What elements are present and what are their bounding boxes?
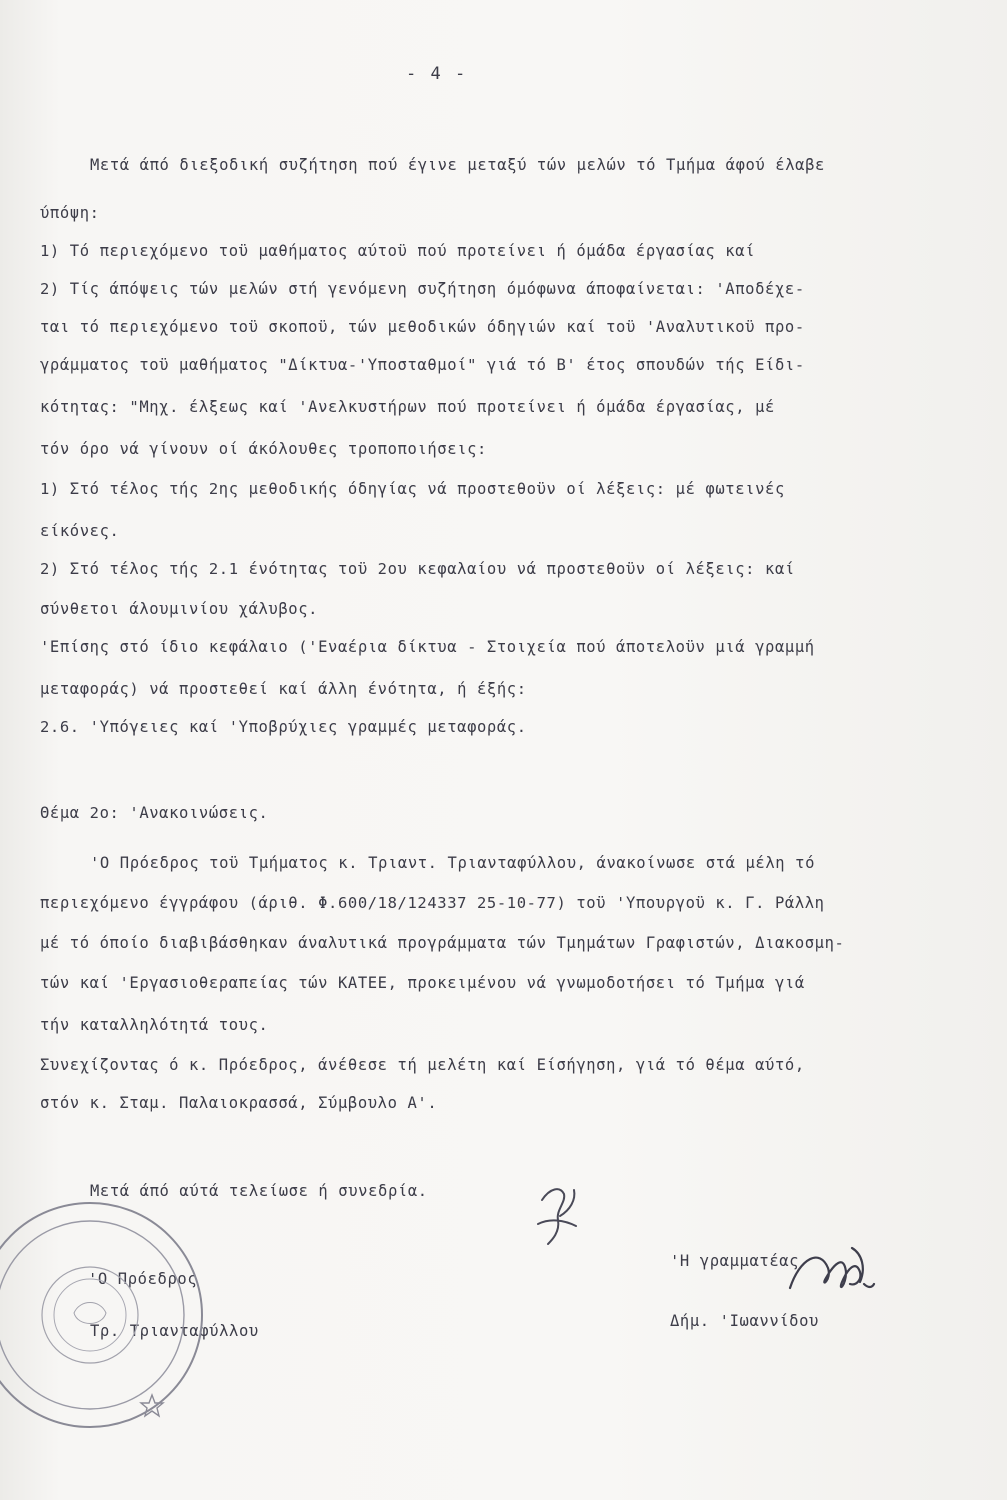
official-seal-icon [0, 1195, 210, 1435]
text-line: μέ τό όποίο διαβιβάσθηκαν άναλυτικά προγράμματα τών Τμημάτων Γραφιστών, Διακοσμη- [40, 934, 845, 952]
page-number: - 4 - [406, 64, 468, 84]
text-line: ται τό περιεχόμενο τοϋ σκοποϋ, τών μεθοδικών όδηγιών καί τοϋ 'Αναλυτικοϋ προ- [40, 318, 805, 336]
text-line: ύπόψη: [40, 204, 100, 222]
text-line: 1) Στό τέλος τής 2ης μεθοδικής όδηγίας νά προστεθοϋν οί λέξεις: μέ φωτεινές [40, 480, 785, 498]
text-line: είκόνες. [40, 522, 120, 540]
text-line: Μετά άπό διεξοδική συζήτηση πού έγινε μεταξύ τών μελών τό Τμήμα άφού έλαβε [90, 156, 825, 174]
signature-name-right: Δήμ. 'Ιωαννίδου [670, 1312, 819, 1330]
text-line: μεταφοράς) νά προστεθεί καί άλλη ένότητα, ή έξής: [40, 680, 527, 698]
text-line: τών καί 'Εργασιοθεραπείας τών ΚΑΤΕΕ, προκειμένου νά γνωμοδοτήσει τό Τμήμα γιά [40, 974, 805, 992]
signature-title-left: 'Ο Πρόεδρος [88, 1270, 198, 1288]
handwritten-initial-icon [530, 1180, 590, 1250]
text-line: στόν κ. Σταμ. Παλαιοκρασσά, Σύμβουλο Α'. [40, 1094, 438, 1112]
text-line: Συνεχίζοντας ό κ. Πρόεδρος, άνέθεσε τή μελέτη καί Είσήγηση, γιά τό θέμα αύτό, [40, 1056, 805, 1074]
text-line: 2) Τίς άπόψεις τών μελών στή γενόμενη συζήτηση όμόφωνα άποφαίνεται: 'Αποδέχε- [40, 280, 805, 298]
text-line: περιεχόμενο έγγράφου (άριθ. Φ.600/18/124337 25-10-77) τοϋ 'Υπουργοϋ κ. Γ. Ράλλη [40, 894, 825, 912]
signature-name-left: Τρ. Τριανταφύλλου [90, 1322, 259, 1340]
text-line: 'Ο Πρόεδρος τοϋ Τμήματος κ. Τριαντ. Τριανταφύλλου, άνακοίνωσε στά μέλη τό [90, 854, 816, 872]
text-line: 'Επίσης στό ίδιο κεφάλαιο ('Εναέρια δίκτυα - Στοιχεία πού άποτελοϋν μιά γραμμή [40, 638, 815, 656]
closing-line: Μετά άπό αύτά τελείωσε ή συνεδρία. [90, 1182, 428, 1200]
text-line: 1) Τό περιεχόμενο τοϋ μαθήματος αύτοϋ πού προτείνει ή όμάδα έργασίας καί [40, 242, 756, 260]
text-line: γράμματος τοϋ μαθήματος "Δίκτυα-'Υποσταθμοί" γιά τό Β' έτος σπουδών τής Είδι- [40, 356, 805, 374]
text-line: 2.6. 'Υπόγειες καί 'Υποβρύχιες γραμμές μεταφοράς. [40, 718, 527, 736]
text-line: σύνθετοι άλουμινίου χάλυβος. [40, 600, 319, 618]
text-line: 2) Στό τέλος τής 2.1 ένότητας τοϋ 2ου κεφαλαίου νά προστεθοϋν οί λέξεις: καί [40, 560, 795, 578]
signature-title-right: 'Η γραμματέας [670, 1252, 800, 1270]
text-line: τόν όρο νά γίνουν οί άκόλουθες τροποποιήσεις: [40, 440, 487, 458]
text-line: τήν καταλληλότητά τους. [40, 1016, 269, 1034]
text-line: κότητας: "Μηχ. έλξεως καί 'Ανελκυστήρων πού προτείνει ή όμάδα έργασίας, μέ [40, 398, 775, 416]
section-heading: Θέμα 2ο: 'Ανακοινώσεις. [40, 804, 269, 822]
handwritten-signature-icon [780, 1238, 880, 1308]
